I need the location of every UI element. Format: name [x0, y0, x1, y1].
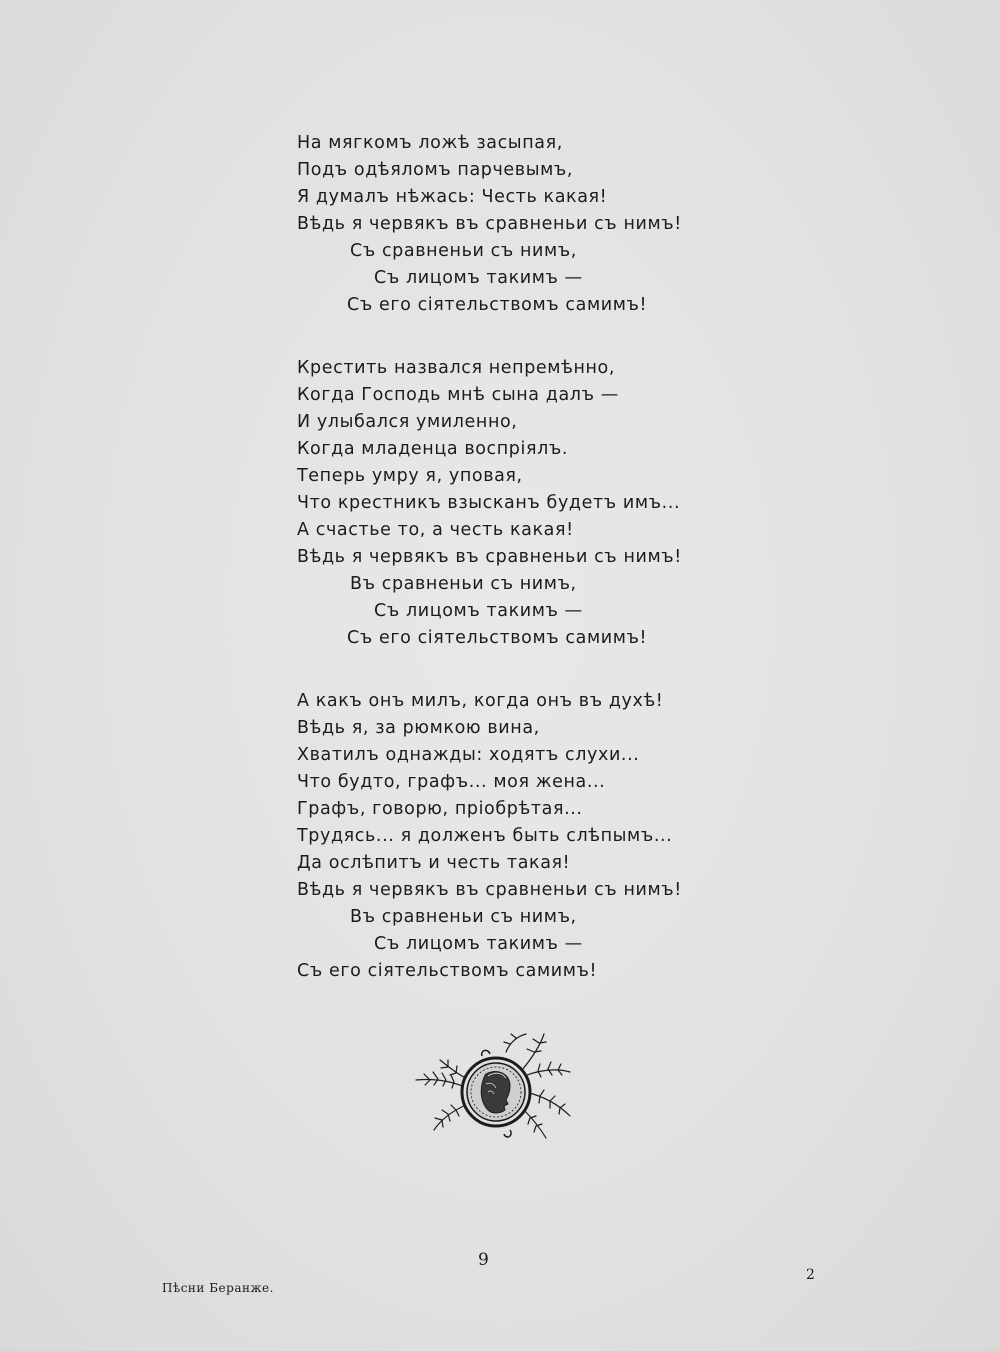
poem-line: Хватилъ однажды: ходятъ слухи... [297, 745, 640, 765]
refrain-line: Въ сравненьи съ нимъ, [350, 574, 577, 594]
medallion-ornament-icon [410, 1030, 580, 1145]
stanza-2 [297, 355, 757, 652]
poem-line: Подъ одѣяломъ парчевымъ, [297, 160, 574, 180]
poem-line: Вѣдь я, за рюмкою вина, [297, 718, 540, 738]
poem-line: Крестить назвался непремѣнно, [297, 358, 616, 378]
poem-line: Да ослѣпитъ и честь такая! [297, 853, 571, 873]
poem-line: На мягкомъ ложѣ засыпая, [297, 133, 563, 153]
refrain-line: Съ лицомъ такимъ — [374, 934, 583, 954]
refrain-line: Въ сравненьи съ нимъ, [350, 907, 577, 927]
poem-line: Вѣдь я червякъ въ сравненьи съ нимъ! [297, 547, 682, 567]
poem-line: Вѣдь я червякъ въ сравненьи съ нимъ! [297, 880, 682, 900]
sheet-number: 2 [806, 1267, 815, 1283]
signature-mark: Пѣсни Беранже. [162, 1281, 274, 1295]
refrain-line: Съ лицомъ такимъ — [374, 601, 583, 621]
poem-line: Я думалъ нѣжась: Честь какая! [297, 187, 608, 207]
refrain-line: Съ его сіятельствомъ самимъ! [347, 295, 648, 315]
poem-line: Вѣдь я червякъ въ сравненьи съ нимъ! [297, 214, 682, 234]
page-number: 9 [478, 1250, 489, 1270]
poem-line: Теперь умру я, уповая, [297, 466, 523, 486]
refrain-line: Съ его сіятельствомъ самимъ! [297, 961, 598, 981]
stanza-3 [297, 688, 757, 985]
poem-line: А какъ онъ милъ, когда онъ въ духѣ! [297, 691, 664, 711]
poem-line: Графъ, говорю, пріобрѣтая... [297, 799, 583, 819]
refrain-line: Съ лицомъ такимъ — [374, 268, 583, 288]
stanza-1 [297, 130, 757, 319]
poem-line: Трудясь... я долженъ быть слѣпымъ... [297, 826, 673, 846]
poem-line: Когда младенца воспріялъ. [297, 439, 569, 459]
poem-line: Когда Господь мнѣ сына далъ — [297, 385, 619, 405]
poem-text [297, 130, 757, 985]
poem-line: И улыбался умиленно, [297, 412, 518, 432]
poem-line: Что крестникъ взысканъ будетъ имъ... [297, 493, 681, 513]
poem-line: А счастье то, а честь какая! [297, 520, 574, 540]
poem-line: Что будто, графъ... моя жена... [297, 772, 606, 792]
refrain-line: Съ его сіятельствомъ самимъ! [347, 628, 648, 648]
refrain-line: Съ сравненьи съ нимъ, [350, 241, 577, 261]
